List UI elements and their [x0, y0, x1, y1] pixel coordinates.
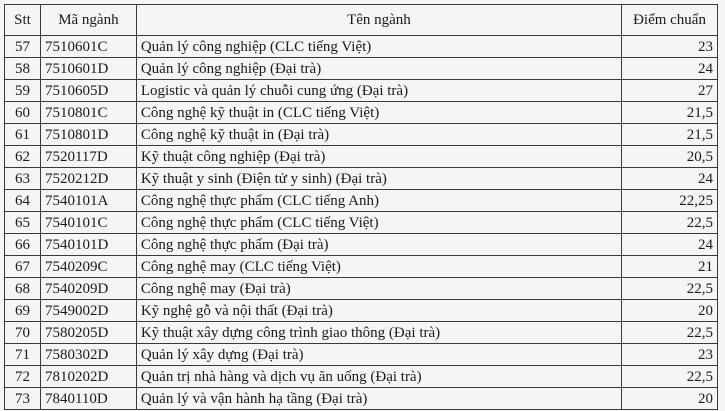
table-row [5, 234, 718, 256]
row-score: 20 [622, 300, 718, 322]
row-score: 21 [622, 256, 718, 278]
table-row [5, 322, 718, 344]
row-code: 7510601D [40, 58, 136, 80]
row-score: 24 [622, 168, 718, 190]
row-code: 7840110D [40, 388, 136, 410]
row-name: Công nghệ may (CLC tiếng Việt) [136, 256, 621, 278]
row-name: Quản lý và vận hành hạ tầng (Đại trà) [136, 388, 621, 410]
row-score: 22,5 [622, 322, 718, 344]
row-name: Quản lý xây dựng (Đại trà) [136, 344, 621, 366]
header-name: Tên ngành [136, 5, 621, 36]
table-header [5, 5, 718, 36]
row-name: Quản lý công nghiệp (CLC tiếng Việt) [136, 36, 621, 58]
row-score: 22,5 [622, 366, 718, 388]
row-stt: 57 [5, 36, 41, 58]
header-score: Điểm chuẩn [622, 5, 718, 36]
row-code: 7540101A [40, 190, 136, 212]
row-name: Quản trị nhà hàng và dịch vụ ăn uống (Đại trà) [136, 366, 621, 388]
table-row [5, 190, 718, 212]
row-name: Kỹ thuật y sinh (Điện tử y sinh) (Đại trà) [136, 168, 621, 190]
row-code: 7520117D [40, 146, 136, 168]
row-score: 20,5 [622, 146, 718, 168]
row-code: 7810202D [40, 366, 136, 388]
row-name: Quản lý công nghiệp (Đại trà) [136, 58, 621, 80]
row-stt: 73 [5, 388, 41, 410]
row-stt: 61 [5, 124, 41, 146]
header-stt: Stt [5, 5, 41, 36]
row-score: 22,5 [622, 278, 718, 300]
row-code: 7540101C [40, 212, 136, 234]
row-stt: 58 [5, 58, 41, 80]
table-row [5, 36, 718, 58]
row-code: 7510801C [40, 102, 136, 124]
row-name: Công nghệ thực phẩm (Đại trà) [136, 234, 621, 256]
header-row [5, 5, 718, 36]
row-code: 7510801D [40, 124, 136, 146]
row-stt: 67 [5, 256, 41, 278]
row-score: 23 [622, 344, 718, 366]
table-row [5, 256, 718, 278]
table-row [5, 124, 718, 146]
row-code: 7540209D [40, 278, 136, 300]
row-stt: 70 [5, 322, 41, 344]
row-name: Công nghệ kỹ thuật in (CLC tiếng Việt) [136, 102, 621, 124]
table-row [5, 212, 718, 234]
row-name: Công nghệ may (Đại trà) [136, 278, 621, 300]
row-score: 24 [622, 58, 718, 80]
header-code: Mã ngành [40, 5, 136, 36]
table-row [5, 168, 718, 190]
table-row [5, 58, 718, 80]
row-stt: 66 [5, 234, 41, 256]
row-stt: 63 [5, 168, 41, 190]
row-score: 21,5 [622, 124, 718, 146]
row-name: Kỹ thuật công nghiệp (Đại trà) [136, 146, 621, 168]
row-name: Công nghệ thực phẩm (CLC tiếng Anh) [136, 190, 621, 212]
table-row [5, 388, 718, 410]
table-row [5, 278, 718, 300]
row-stt: 64 [5, 190, 41, 212]
row-stt: 65 [5, 212, 41, 234]
table-row [5, 146, 718, 168]
row-code: 7580205D [40, 322, 136, 344]
row-stt: 60 [5, 102, 41, 124]
table-row [5, 344, 718, 366]
row-code: 7580302D [40, 344, 136, 366]
table-row [5, 366, 718, 388]
row-score: 21,5 [622, 102, 718, 124]
row-code: 7520212D [40, 168, 136, 190]
row-score: 20 [622, 388, 718, 410]
row-score: 22,25 [622, 190, 718, 212]
row-score: 23 [622, 36, 718, 58]
table-row [5, 102, 718, 124]
admission-score-table [4, 4, 718, 410]
row-name: Kỹ thuật xây dựng công trình giao thông (Đại trà) [136, 322, 621, 344]
row-stt: 62 [5, 146, 41, 168]
table-body [5, 36, 718, 410]
row-stt: 68 [5, 278, 41, 300]
row-code: 7549002D [40, 300, 136, 322]
table-row [5, 80, 718, 102]
row-stt: 59 [5, 80, 41, 102]
table-row [5, 300, 718, 322]
row-name: Kỹ nghệ gỗ và nội thất (Đại trà) [136, 300, 621, 322]
row-code: 7540101D [40, 234, 136, 256]
row-name: Công nghệ kỹ thuật in (Đại trà) [136, 124, 621, 146]
row-code: 7540209C [40, 256, 136, 278]
row-name: Công nghệ thực phẩm (CLC tiếng Việt) [136, 212, 621, 234]
row-stt: 72 [5, 366, 41, 388]
row-score: 27 [622, 80, 718, 102]
row-stt: 71 [5, 344, 41, 366]
row-code: 7510605D [40, 80, 136, 102]
row-score: 24 [622, 234, 718, 256]
row-stt: 69 [5, 300, 41, 322]
row-name: Logistic và quản lý chuỗi cung ứng (Đại trà) [136, 80, 621, 102]
row-score: 22,5 [622, 212, 718, 234]
row-code: 7510601C [40, 36, 136, 58]
